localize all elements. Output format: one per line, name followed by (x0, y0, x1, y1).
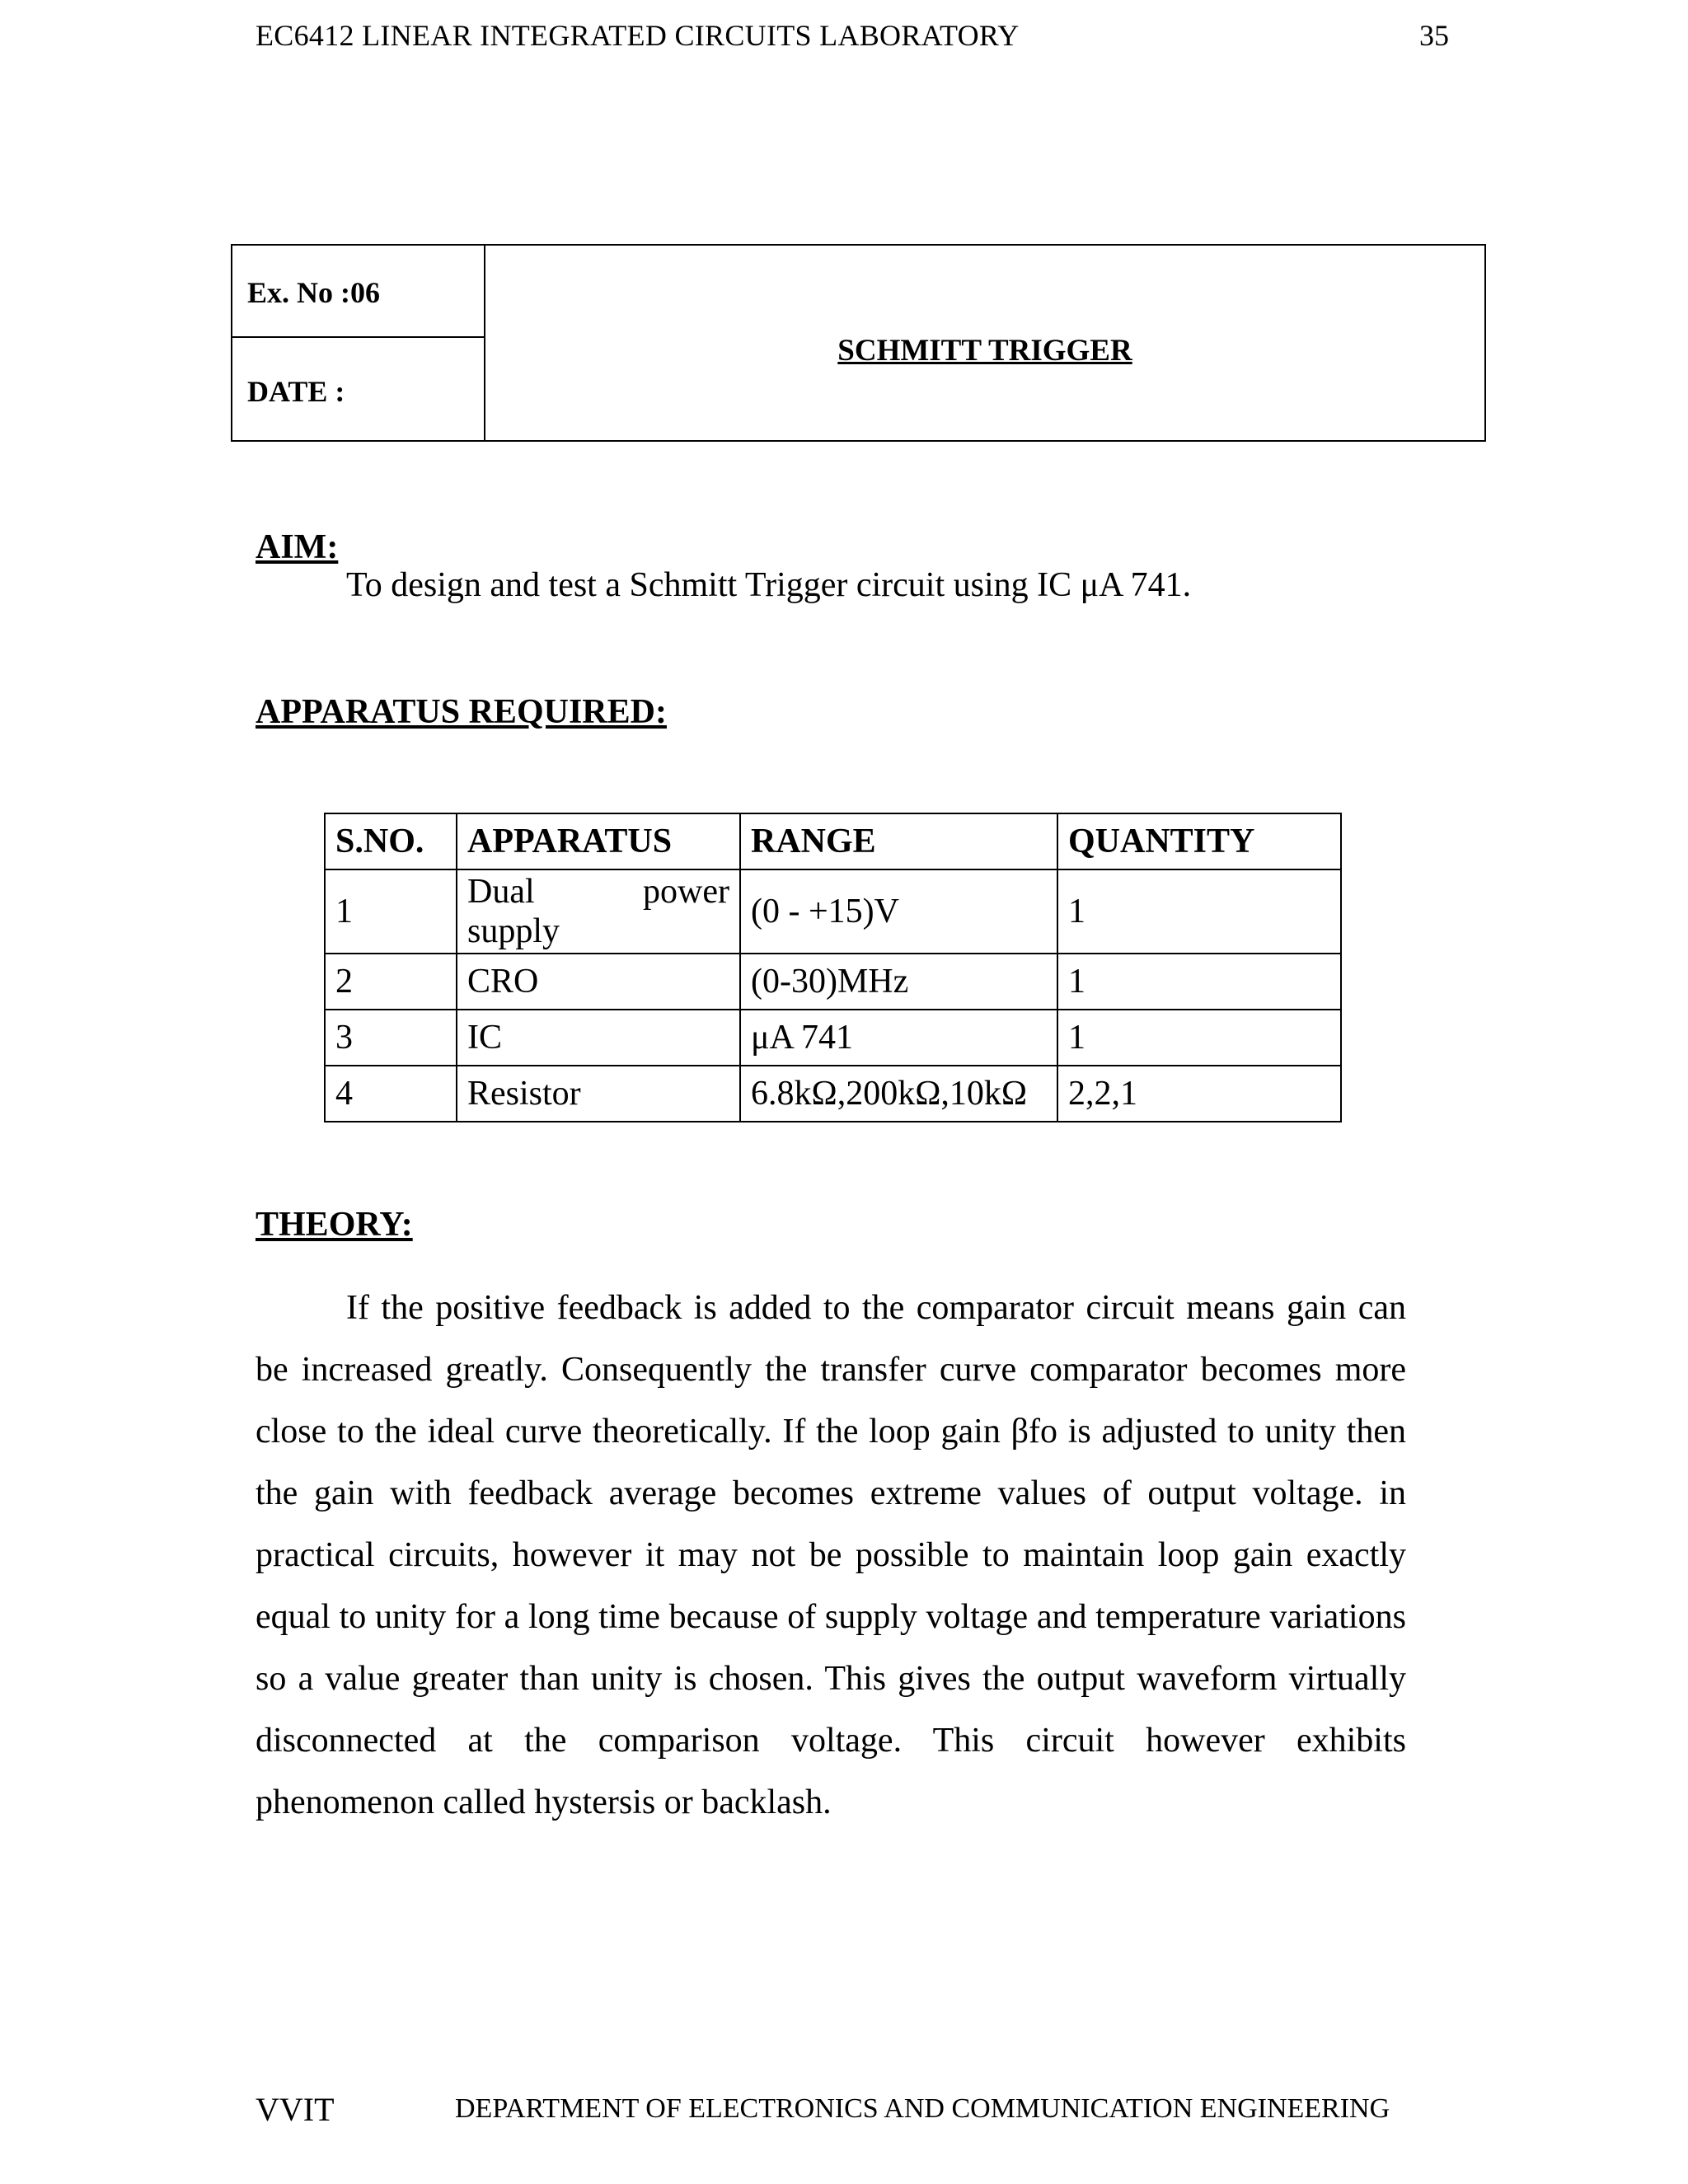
apparatus-table (324, 813, 1342, 1122)
table-cell-apparatus-line2: supply (467, 912, 560, 950)
aim-heading: AIM: (256, 528, 339, 566)
table-cell-quantity: 2,2,1 (1057, 1066, 1341, 1122)
table-cell-range: (0-30)MHz (740, 954, 1057, 1010)
page-number: 35 (1419, 19, 1449, 52)
page-header-title: EC6412 LINEAR INTEGRATED CIRCUITS LABORATORY (256, 19, 1020, 52)
table-cell-sno: 1 (325, 869, 457, 954)
table-cell-sno: 4 (325, 1066, 457, 1122)
table-header-row (325, 813, 1341, 869)
table-cell-quantity: 1 (1057, 1010, 1341, 1066)
experiment-number: Ex. No :06 (247, 276, 380, 309)
table-cell-range: 6.8kΩ,200kΩ,10kΩ (740, 1066, 1057, 1122)
column-header-apparatus: APPARATUS (457, 813, 740, 869)
table-cell-apparatus: Resistor (457, 1066, 740, 1122)
table-cell-sno: 2 (325, 954, 457, 1010)
footer-department: DEPARTMENT OF ELECTRONICS AND COMMUNICATION ENGINEERING (455, 2093, 1390, 2124)
theory-heading: THEORY: (256, 1206, 413, 1244)
experiment-info-cell (232, 246, 485, 440)
apparatus-heading: APPARATUS REQUIRED: (256, 693, 667, 731)
aim-text: To design and test a Schmitt Trigger circuit using IC μA 741. (346, 566, 1192, 604)
table-cell-quantity: 1 (1057, 869, 1341, 954)
table-cell-sno: 3 (325, 1010, 457, 1066)
experiment-title: SCHMITT TRIGGER (837, 334, 1132, 368)
experiment-divider (232, 336, 484, 338)
table-cell-range: μA 741 (740, 1010, 1057, 1066)
table-row (325, 1010, 1341, 1066)
table-cell-apparatus-line1: Dual power (467, 873, 729, 911)
column-header-quantity: QUANTITY (1057, 813, 1341, 869)
experiment-header-box (231, 244, 1486, 442)
footer-institution: VVIT (256, 2091, 335, 2128)
table-row (325, 954, 1341, 1010)
table-cell-apparatus (457, 869, 740, 954)
column-header-sno: S.NO. (325, 813, 457, 869)
table-cell-range: (0 - +15)V (740, 869, 1057, 954)
theory-paragraph: If the positive feedback is added to the comparator circuit means gain can be increased greatly. Consequently the transfer curve comparator becomes more close to the ideal curve theoretically. If the loop gain βfo is adjusted to unity then the gain with feedback average becomes extreme values of output voltage. in practical circuits, however it may not be possible to maintain loop gain exactly equal to unity for a long time because of supply voltage and temperature variations so a value greater than unity is chosen. This gives the output waveform virtually disconnected at the comparison voltage. This circuit however exhibits phenomenon called hystersis or backlash. (256, 1289, 1406, 1821)
table-row (325, 869, 1341, 954)
table-cell-apparatus: CRO (457, 954, 740, 1010)
column-header-range: RANGE (740, 813, 1057, 869)
table-cell-apparatus: IC (457, 1010, 740, 1066)
table-row (325, 1066, 1341, 1122)
experiment-date-label: DATE : (247, 375, 345, 408)
table-cell-quantity: 1 (1057, 954, 1341, 1010)
